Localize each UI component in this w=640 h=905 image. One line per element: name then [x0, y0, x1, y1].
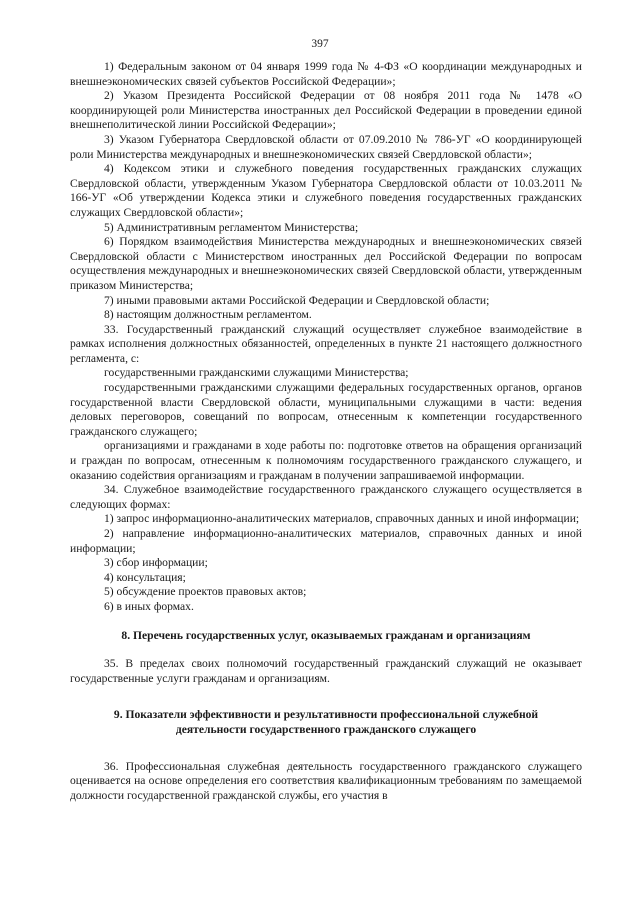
paragraph-35: 35. В пределах своих полномочий государственный гражданский служащий не оказывает государственные услуги гражданам и организациям.	[70, 657, 582, 685]
paragraph-law-2: 2) Указом Президента Российской Федерации от 08 ноября 2011 года № 1478 «О координирующей роли Министерства иностранных дел Российской Федерации в проведении единой внешнеполитической линии Российской Федерации»;	[70, 89, 582, 132]
paragraph-34-form-1: 1) запрос информационно-аналитических материалов, справочных данных и иной информации;	[104, 512, 580, 526]
paragraph-law-7: 7) иными правовыми актами Российской Федерации и Свердловской области;	[104, 293, 490, 307]
paragraph-34: 34. Служебное взаимодействие государственного гражданского служащего осуществляется в следующих формах:	[70, 483, 582, 511]
paragraph-law-6: 6) Порядком взаимодействия Министерства международных и внешнеэкономических связей Свердловской области с Министерством иностранных дел Российской Федерации по вопросам осуществления международных и внешнеэкономических связей Свердловской области, утвержденным приказом Министерства;	[70, 235, 582, 292]
section-9-heading-line-1: 9. Показатели эффективности и результативности профессиональной служебной	[113, 708, 539, 722]
section-9-heading-line-2: деятельности государственного гражданского служащего	[175, 722, 477, 736]
paragraph-34-form-5: 5) обсуждение проектов правовых актов;	[104, 585, 307, 599]
document-body	[70, 60, 582, 803]
paragraph-33: 33. Государственный гражданский служащий осуществляет служебное взаимодействие в рамках исполнения должностных обязанностей, определенных в пункте 21 настоящего должностного регламента, с:	[70, 322, 582, 365]
paragraph-law-5: 5) Административным регламентом Министерства;	[104, 220, 359, 234]
paragraph-law-1: 1) Федеральным законом от 04 января 1999 года № 4-ФЗ «О координации международных и внешнеэкономических связей субъектов Российской Федерации»;	[70, 60, 582, 88]
paragraph-law-4: 4) Кодексом этики и служебного поведения государственных гражданских служащих Свердловской области, утвержденным Указом Губернатора Свердловской области от 10.03.2011 № 166-УГ «Об утверждении Кодекса этики и служебного поведения государственных гражданских служащих Свердловской области»;	[70, 162, 582, 219]
paragraph-34-form-6: 6) в иных формах.	[104, 599, 194, 613]
paragraph-law-8: 8) настоящим должностным регламентом.	[104, 308, 312, 322]
section-8-heading: 8. Перечень государственных услуг, оказываемых гражданам и организациям	[121, 628, 531, 642]
page-number: 397	[311, 38, 329, 50]
paragraph-34-form-2: 2) направление информационно-аналитических материалов, справочных данных и иной информации;	[70, 527, 582, 555]
paragraph-law-3: 3) Указом Губернатора Свердловской области от 07.09.2010 № 786-УГ «О координирующей роли Министерства международных и внешнеэкономических связей Свердловской области»;	[70, 132, 582, 161]
paragraph-33-c: организациями и гражданами в ходе работы по: подготовке ответов на обращения организаций и граждан по вопросам, отнесенным к полномочиям государственного гражданского служащего, и оказанию содействия организациям и гражданам в получении запрашиваемой информации.	[70, 439, 582, 482]
paragraph-33-a: государственными гражданскими служащими Министерства;	[104, 366, 409, 380]
paragraph-34-form-3: 3) сбор информации;	[104, 556, 208, 570]
paragraph-33-b: государственными гражданскими служащими федеральных государственных органов, органов государственной власти Свердловской области, муниципальными служащими в части: ведения деловых переговоров, совещаний по вопросам, отнесенным к компетенции государственного гражданского служащего;	[70, 381, 582, 438]
paragraph-36: 36. Профессиональная служебная деятельность государственного гражданского служащего оценивается на основе определения его соответствия квалификационным требованиям по замещаемой должности государственной гражданской службы, его участия в	[70, 759, 582, 802]
paragraph-34-form-4: 4) консультация;	[104, 570, 186, 584]
